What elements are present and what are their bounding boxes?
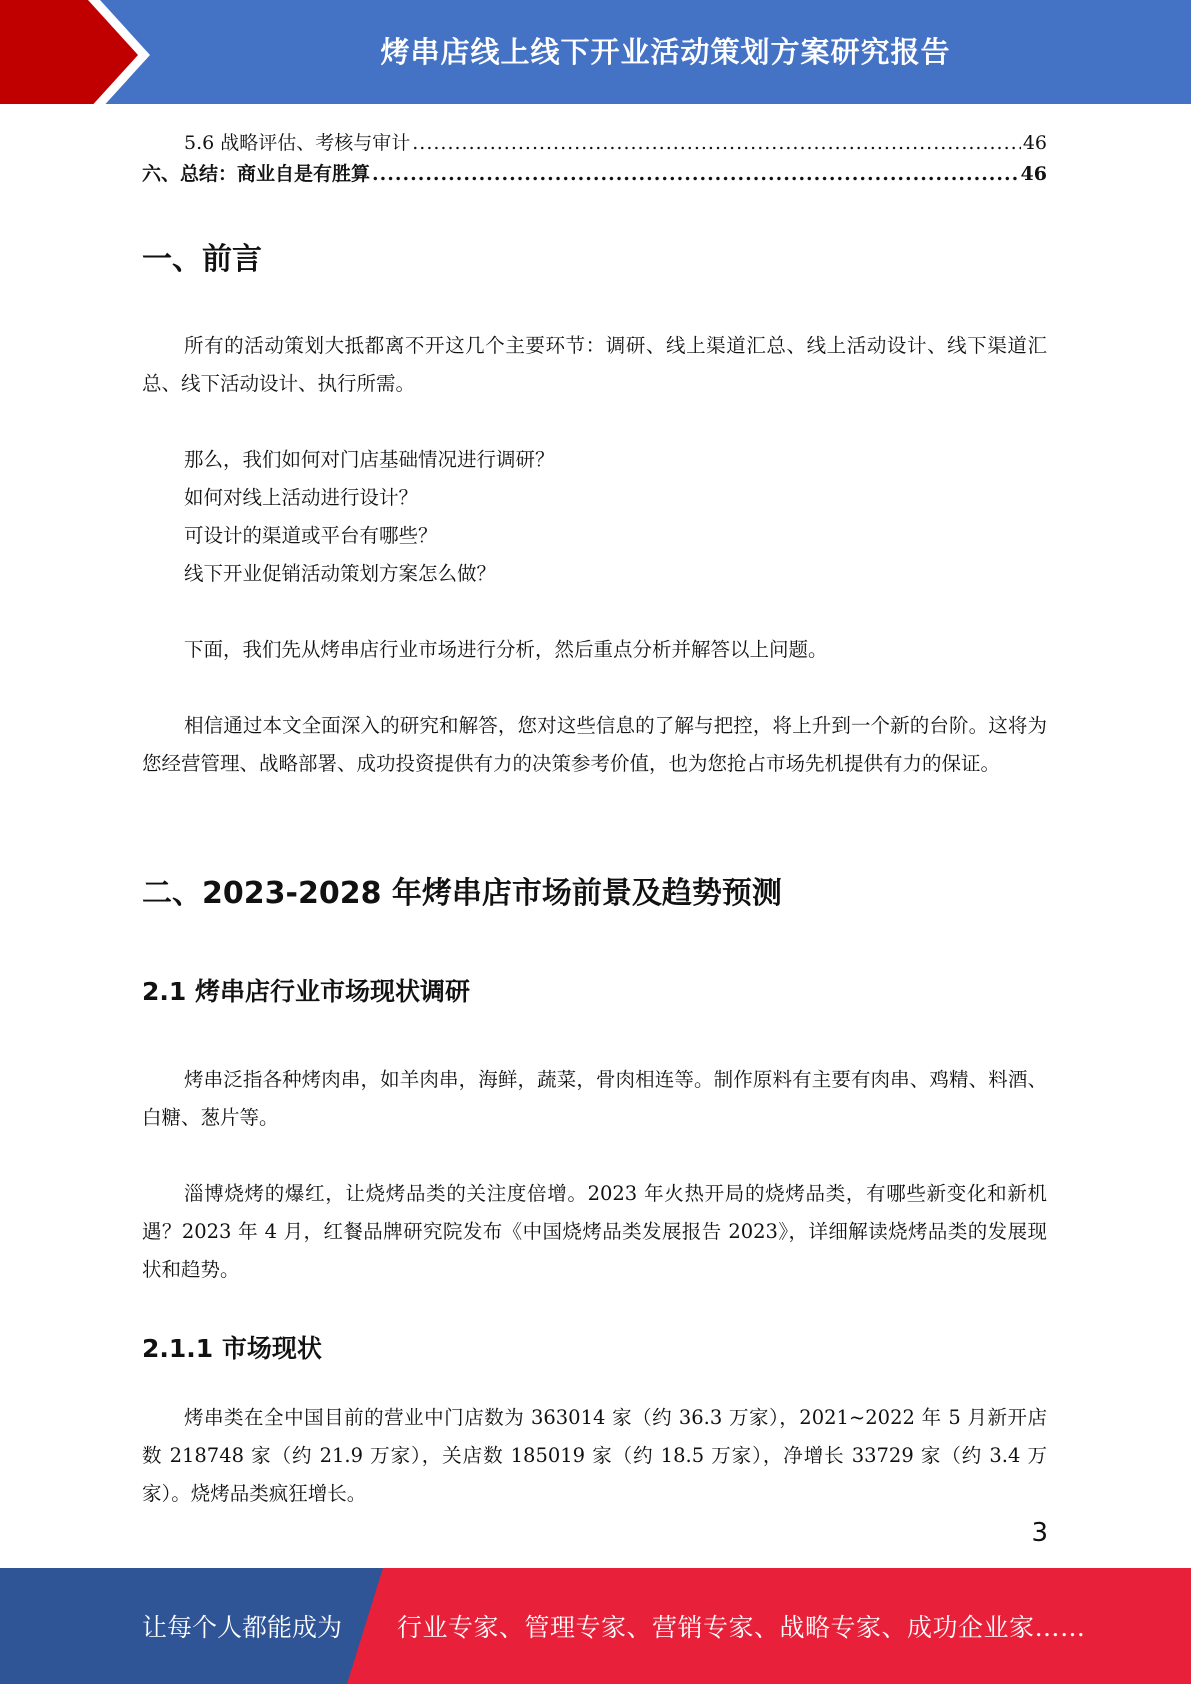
question-line: 线下开业促销活动策划方案怎么做？ bbox=[184, 562, 497, 585]
status-heading: 2.1.1 市场现状 bbox=[142, 1334, 322, 1363]
toc-entry[interactable] bbox=[142, 130, 1047, 156]
question-line: 那么，我们如何对门店基础情况进行调研？ bbox=[184, 448, 555, 471]
toc-entry-label: 六、总结：商业自是有胜算 bbox=[142, 163, 371, 185]
toc-entry-page: 46 bbox=[1020, 163, 1047, 185]
toc-leader-dots bbox=[412, 130, 1021, 156]
survey-heading: 2.1 烤串店行业市场现状调研 bbox=[142, 977, 470, 1006]
page-header bbox=[0, 0, 1191, 110]
toc-leader-dots bbox=[372, 161, 1019, 187]
outlook-heading: 二、2023-2028 年烤串店市场前景及趋势预测 bbox=[142, 876, 782, 911]
survey-paragraph: 淄博烧烤的爆红，让烧烤品类的关注度倍增。2023 年火热开局的烧烤品类，有哪些新变化和新机遇？2023 年 4 月，红餐品牌研究院发布《中国烧烤品类发展报告 2023》，详细解读烧烤品类的发展现状和趋势。 bbox=[142, 1182, 1047, 1281]
question-line: 可设计的渠道或平台有哪些？ bbox=[184, 524, 438, 547]
survey-paragraph: 烤串泛指各种烤肉串，如羊肉串，海鲜，蔬菜，骨肉相连等。制作原料有主要有肉串、鸡精、料酒、白糖、葱片等。 bbox=[142, 1068, 1047, 1129]
page-footer bbox=[0, 1568, 1191, 1684]
preface-paragraph: 相信通过本文全面深入的研究和解答，您对这些信息的了解与把控，将上升到一个新的台阶。这将为您经营管理、战略部署、成功投资提供有力的决策参考价值，也为您抢占市场先机提供有力的保证。 bbox=[142, 714, 1047, 775]
header-title: 烤串店线上线下开业活动策划方案研究报告 bbox=[380, 34, 951, 69]
toc-entry-page: 46 bbox=[1022, 132, 1047, 154]
toc-entry[interactable] bbox=[142, 161, 1047, 187]
footer-slogan-left: 让每个人都能成为 bbox=[142, 1613, 343, 1642]
preface-paragraph: 下面，我们先从烤串店行业市场进行分析，然后重点分析并解答以上问题。 bbox=[184, 638, 828, 661]
footer-slogan-right: 行业专家、管理专家、营销专家、战略专家、成功企业家…… bbox=[397, 1613, 1086, 1642]
preface-heading: 一、前言 bbox=[142, 242, 262, 277]
status-paragraph: 烤串类在全中国目前的营业中门店数为 363014 家（约 36.3 万家），2021~2022 年 5 月新开店数 218748 家（约 21.9 万家），关店数 185019 家（约 18.5 万家），净增长 33729 家（约 3.4 万家）。烧烤品类疯狂增长。 bbox=[142, 1406, 1047, 1505]
page-number: 3 bbox=[1031, 1518, 1048, 1548]
question-line: 如何对线上活动进行设计？ bbox=[184, 486, 419, 509]
toc-entry-label: 5.6 战略评估、考核与审计 bbox=[184, 132, 411, 154]
preface-paragraph: 所有的活动策划大抵都离不开这几个主要环节：调研、线上渠道汇总、线上活动设计、线下渠道汇总、线下活动设计、执行所需。 bbox=[142, 334, 1047, 395]
